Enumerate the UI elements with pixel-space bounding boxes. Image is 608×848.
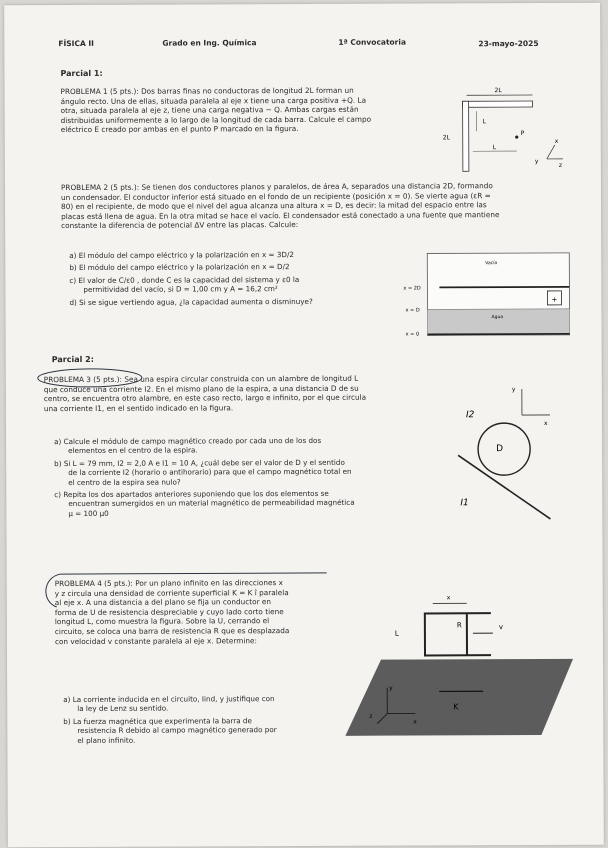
- label-vacio: Vacío: [485, 261, 498, 267]
- problem4-line: con velocidad v constante paralela al eje x. Determine:: [54, 635, 257, 646]
- problem1-text: [61, 85, 431, 135]
- question-3b-cont: de la corriente I2 (horario o antihorario) para que el campo magnético total en: [68, 467, 352, 478]
- label-K: K: [453, 702, 459, 712]
- problem2-line: PROBLEMA 2 (5 pts.): Se tienen dos conductores planos y paralelos, de área A, separados una distancia 2D, formando: [60, 181, 493, 193]
- question-3b-cont: el centro de la espira sea nulo?: [68, 477, 181, 487]
- question-2d: d) Si se sigue vertiendo agua, ¿la capacidad aumenta o disminuye?: [69, 296, 313, 307]
- problem2-line: placas está llena de agua. En la otra mitad se hace el vacío. El condensador está conectado a una fuente que mantiene: [61, 209, 500, 221]
- label-v: v: [498, 623, 504, 632]
- question-4b-cont: el plano infinito.: [77, 735, 136, 745]
- problem4-text: [55, 578, 345, 646]
- question-2b: b) El módulo del campo eléctrico y la polarización en x = D/2: [69, 262, 290, 273]
- date-label: 23-mayo-2025: [478, 38, 539, 49]
- label-I1: I1: [460, 498, 469, 509]
- parcial1-title: Parcial 1:: [60, 68, 103, 79]
- pen-circle-mark: [34, 367, 154, 392]
- call-label: 1ª Convocatoria: [338, 37, 407, 47]
- problem4-questions: [63, 694, 343, 745]
- degree-label: Grado en Ing. Química: [162, 38, 257, 48]
- problem4-line: forma de U de resistencia despreciable y cuyo lado corto tiene: [54, 606, 284, 617]
- label-L: L: [394, 629, 399, 638]
- label-2L-top: 2L: [494, 87, 502, 95]
- question-2a: a) El módulo del campo eléctrico y la polarización en x = 3D/2: [69, 250, 294, 261]
- problem4-line: circuito, se coloca una barra de resistencia R que es desplazada: [54, 626, 290, 637]
- label-axis-y: y: [511, 386, 516, 394]
- question-3c-cont: μ = 100 μ0: [68, 508, 109, 518]
- lower-plate: [428, 334, 570, 335]
- label-x-2D: x = 2D: [403, 285, 421, 292]
- problem1-line: otra, situada paralela al eje z, tiene una carga negativa − Q. Ambas cargas están: [60, 104, 359, 116]
- positive-bar: [463, 101, 533, 107]
- point-P: [515, 135, 518, 138]
- label-x-0: x = 0: [405, 331, 420, 338]
- circular-loop: [478, 423, 530, 475]
- question-4b: b) La fuerza magnética que experimenta la barra de: [63, 716, 252, 726]
- negative-bar: [463, 101, 469, 171]
- label-axis-x: x: [554, 137, 559, 145]
- problem1-line: distribuidas uniformemente a lo largo de la longitud de cada barra. Calcule el campo: [60, 114, 372, 125]
- question-3c: c) Repita los dos apartados anteriores suponiendo que los dos elementos se: [54, 488, 329, 500]
- question-2c-cont: permitividad del vacío, si D = 1,00 cm y A = 16,2 cm²: [83, 284, 278, 295]
- question-3b: b) Si L = 79 mm, I2 = 2,0 A e I1 = 10 A, ¿cuál debe ser el valor de D y el sentido: [54, 457, 345, 468]
- label-x-top: x: [446, 594, 451, 602]
- u-conductor: [425, 613, 491, 655]
- problem4-line: y z circula una densidad de corriente superficial K = K î paralela: [54, 587, 289, 598]
- problem2-line: constante la diferencia de potencial ΔV entre las placas. Calcule:: [61, 220, 299, 231]
- problem2-text: [61, 181, 571, 231]
- problem3-line: PROBLEMA 3 (5 pts.): Sea una espira circular construida con un alambre de longitud L: [43, 373, 359, 385]
- label-D: D: [496, 444, 504, 455]
- question-2c: c) El valor de C/ε0 , donde C es la capacidad del sistema y ε0 la: [69, 274, 300, 285]
- label-I2: I2: [465, 410, 475, 421]
- battery-plus: +: [551, 295, 558, 304]
- water-region: [427, 309, 569, 336]
- label-axis-x: x: [413, 718, 417, 726]
- label-axis-y: y: [389, 684, 393, 692]
- problem2-line: 80) en el recipiente, de modo que el nivel del agua alcanza una altura x = D, es decir: la mitad del espacio entre las: [61, 200, 487, 212]
- question-3c-cont: encuentran sumergidos en un material magnético de permeabilidad magnética: [68, 498, 355, 509]
- problem1-line: eléctrico E creado por ambas en el punto P marcado en la figura.: [60, 124, 299, 135]
- problem4-line: PROBLEMA 4 (5 pts.): Por un plano infinito en las direcciones x: [54, 578, 283, 589]
- axis-x: [547, 145, 555, 159]
- subject-label: FÍSICA II: [58, 38, 94, 49]
- problem3-questions: [54, 435, 454, 518]
- problem1-line: PROBLEMA 1 (5 pts.): Dos barras finas no conductoras de longitud 2L forman un: [60, 85, 354, 97]
- problem2-questions: [69, 250, 379, 307]
- question-4a: a) La corriente inducida en el circuito, Iind, y justifique con: [63, 694, 275, 705]
- problem2-line: un condensador. El conductor inferior está situado en el fondo de un recipiente (posición x = 0). Se vierte agua (εR =: [60, 190, 491, 202]
- problem3-line: centro, se encuentra otro alambre, en este caso recto, largo e infinito, por el que circula: [43, 392, 367, 404]
- label-axis-x: x: [543, 419, 548, 427]
- problem3-line: que conduce una corriente I2. En el mismo plano de la espira, a una distancia D de su: [43, 383, 359, 394]
- question-4a-cont: la ley de Lenz su sentido.: [77, 704, 169, 714]
- problem2-figure: [389, 251, 573, 340]
- label-axis-z: z: [369, 712, 373, 720]
- problem4-line: al eje x. A una distancia a del plano se fija un conductor en: [54, 597, 272, 608]
- question-4b-cont: resistencia R debido al campo magnético generado por: [77, 725, 277, 736]
- label-L-inner-top: L: [482, 118, 487, 126]
- label-axis-z: z: [558, 161, 563, 169]
- question-3a: a) Calcule el módulo de campo magnético creado por cada uno de los dos: [54, 435, 322, 447]
- problem1-line: ángulo recto. Una de ellas, situada paralela al eje x tiene una carga positiva +Q. La: [60, 95, 367, 106]
- infinite-wire: [458, 455, 550, 519]
- infinite-plane: [345, 659, 573, 736]
- label-axis-y: y: [534, 157, 539, 165]
- upper-plate: [439, 287, 569, 288]
- question-3a-cont: elementos en el centro de la espira.: [68, 445, 198, 456]
- problem4-figure: [341, 589, 582, 740]
- problem1-figure: [437, 83, 567, 174]
- problem4-line: longitud L, como muestra la figura. Sobre la U, cerrando el: [54, 616, 270, 627]
- exam-sheet: [4, 3, 604, 848]
- label-L-inner-bottom: L: [492, 144, 497, 152]
- problem3-figure: [454, 381, 565, 529]
- label-2L-left: 2L: [442, 134, 450, 142]
- label-agua: Agua: [491, 315, 504, 321]
- label-x-D: x = D: [405, 307, 420, 314]
- label-P: P: [520, 130, 525, 138]
- parcial2-title: Parcial 2:: [51, 354, 94, 365]
- label-R: R: [456, 621, 462, 630]
- problem3-line: una corriente I1, en el sentido indicado en la figura.: [43, 403, 234, 413]
